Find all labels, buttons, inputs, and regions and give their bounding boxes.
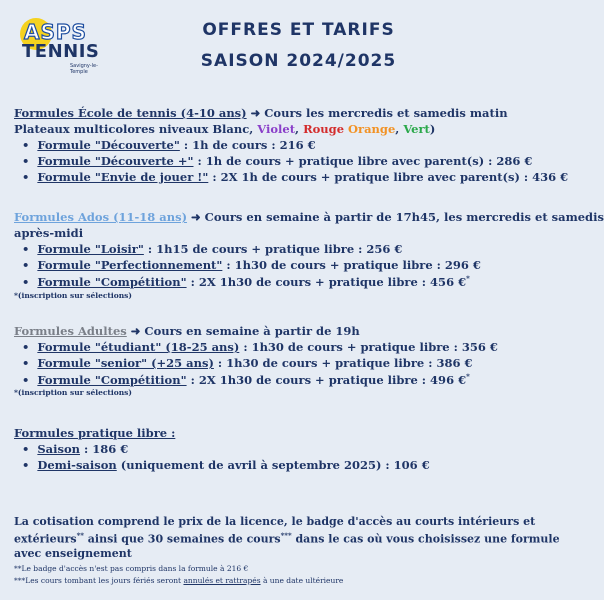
list-item <box>22 170 568 184</box>
footnote-part: annulés et rattrapés <box>183 576 261 585</box>
ecole-heading-line <box>14 106 508 120</box>
close-paren: ) <box>429 122 436 136</box>
bullet-icon: • <box>22 340 38 354</box>
color-rouge: Rouge <box>303 122 345 136</box>
ados-schedule: ➜ Cours en semaine à partir de 17h45, les mercredis et samedis <box>191 210 604 224</box>
formula-detail: : 1h30 de cours + pratique libre : 386 € <box>213 356 473 370</box>
ados-schedule-cont: après-midi <box>14 226 84 240</box>
comma: , <box>249 122 254 136</box>
footnote-mark: ** <box>76 531 84 540</box>
footnote-part: à une date ultérieure <box>260 576 344 585</box>
formula-name: Saison <box>37 442 80 456</box>
footer-part: extérieurs <box>14 532 77 546</box>
ados-heading: Formules Ados (11-18 ans) <box>14 210 188 224</box>
list-item <box>22 258 481 272</box>
bullet-icon: • <box>22 372 38 387</box>
ecole-heading: Formules École de tennis (4-10 ans) <box>14 106 247 120</box>
formula-detail: : 2X 1h30 de cours + pratique libre : 496 € <box>186 372 467 387</box>
color-violet: Violet <box>257 122 296 136</box>
adultes-note: *(inscription sur sélections) <box>14 388 132 397</box>
adultes-schedule: ➜ Cours en semaine à partir de 19h <box>130 324 360 338</box>
formula-detail: : 1h15 de cours + pratique libre : 256 € <box>143 242 403 256</box>
footer-line-2 <box>14 531 560 546</box>
bullet-icon: • <box>22 138 38 152</box>
bullet-icon: • <box>22 458 38 472</box>
list-item <box>22 340 498 354</box>
footnote-mark: * <box>466 372 470 381</box>
formula-detail: : 1h30 de cours + pratique libre : 356 € <box>239 340 498 354</box>
footnote-mark: * <box>466 274 470 283</box>
formula-detail: (uniquement de avril à septembre 2025) : 106 € <box>116 458 430 472</box>
formula-name: Formule "Découverte +" <box>37 154 194 168</box>
formula-name: Formule "Envie de jouer !" <box>37 170 209 184</box>
libre-heading-line <box>14 426 175 440</box>
footnote-badge: **Le badge d'accès n'est pas compris dans la formule à 216 € <box>14 564 249 573</box>
bullet-icon: • <box>22 258 38 272</box>
formula-detail: : 1h30 de cours + pratique libre : 296 € <box>222 258 481 272</box>
adultes-heading-line <box>14 324 360 338</box>
bullet-icon: • <box>22 170 38 184</box>
bullet-icon: • <box>22 442 38 456</box>
color-orange: Orange <box>348 122 396 136</box>
adultes-heading: Formules Adultes <box>14 324 127 338</box>
footnote-mark: *** <box>280 531 292 540</box>
logo-town: Savigny-le-Temple <box>70 63 98 75</box>
color-blanc: Blanc <box>212 122 250 136</box>
bullet-icon: • <box>22 356 38 370</box>
formula-detail: : 2X 1h de cours + pratique libre avec parent(s) : 436 € <box>208 170 569 184</box>
ados-note: *(inscription sur sélections) <box>14 291 132 300</box>
logo-asps: ASPS <box>24 20 87 44</box>
ecole-plateaux-line <box>14 122 435 136</box>
footer-part: dans le cas où vous choisissez une formule <box>291 532 560 546</box>
footnote-feries <box>14 576 343 585</box>
list-item <box>22 274 470 289</box>
ados-heading-line <box>14 210 604 224</box>
bullet-icon: • <box>22 154 38 168</box>
logo-tennis: TENNIS <box>22 41 100 62</box>
formula-name: Formule "Découverte" <box>37 138 180 152</box>
list-item <box>22 458 430 472</box>
list-item <box>22 442 128 456</box>
bullet-icon: • <box>22 274 38 289</box>
list-item <box>22 356 472 370</box>
formula-detail: : 2X 1h30 de cours + pratique libre : 456 € <box>186 274 467 289</box>
footer-line-1: La cotisation comprend le prix de la licence, le badge d'accès au courts intérieurs et <box>14 515 536 528</box>
formula-name: Formule "Perfectionnement" <box>37 258 223 272</box>
formula-name: Formule "Compétition" <box>37 372 187 387</box>
comma: , <box>295 122 300 136</box>
page-subtitle: SAISON 2024/2025 <box>200 51 397 71</box>
comma: , <box>395 122 400 136</box>
list-item <box>22 372 470 387</box>
libre-heading: Formules pratique libre : <box>14 426 176 440</box>
list-item <box>22 138 316 152</box>
formula-name: Demi-saison <box>37 458 117 472</box>
formula-name: Formule "senior" (+25 ans) <box>37 356 214 370</box>
bullet-icon: • <box>22 242 38 256</box>
page-title: OFFRES ET TARIFS <box>202 20 395 40</box>
list-item <box>22 154 532 168</box>
formula-detail: : 186 € <box>80 442 129 456</box>
formula-detail: : 1h de cours : 216 € <box>179 138 316 152</box>
formula-name: Formule "Loisir" <box>37 242 144 256</box>
formula-name: Formule "Compétition" <box>37 274 187 289</box>
footnote-part: ***Les cours tombant les jours fériés seront <box>14 576 184 585</box>
list-item <box>22 242 402 256</box>
formula-name: Formule "étudiant" (18-25 ans) <box>37 340 240 354</box>
ecole-schedule: ➜ Cours les mercredis et samedis matin <box>250 106 508 120</box>
footer-line-3: avec enseignement <box>14 547 132 560</box>
formula-detail: : 1h de cours + pratique libre avec parent(s) : 286 € <box>193 154 533 168</box>
plateaux-prefix: Plateaux multicolores niveaux <box>14 122 209 136</box>
color-vert: Vert <box>403 122 430 136</box>
footer-part: ainsi que 30 semaines de cours <box>83 532 281 546</box>
